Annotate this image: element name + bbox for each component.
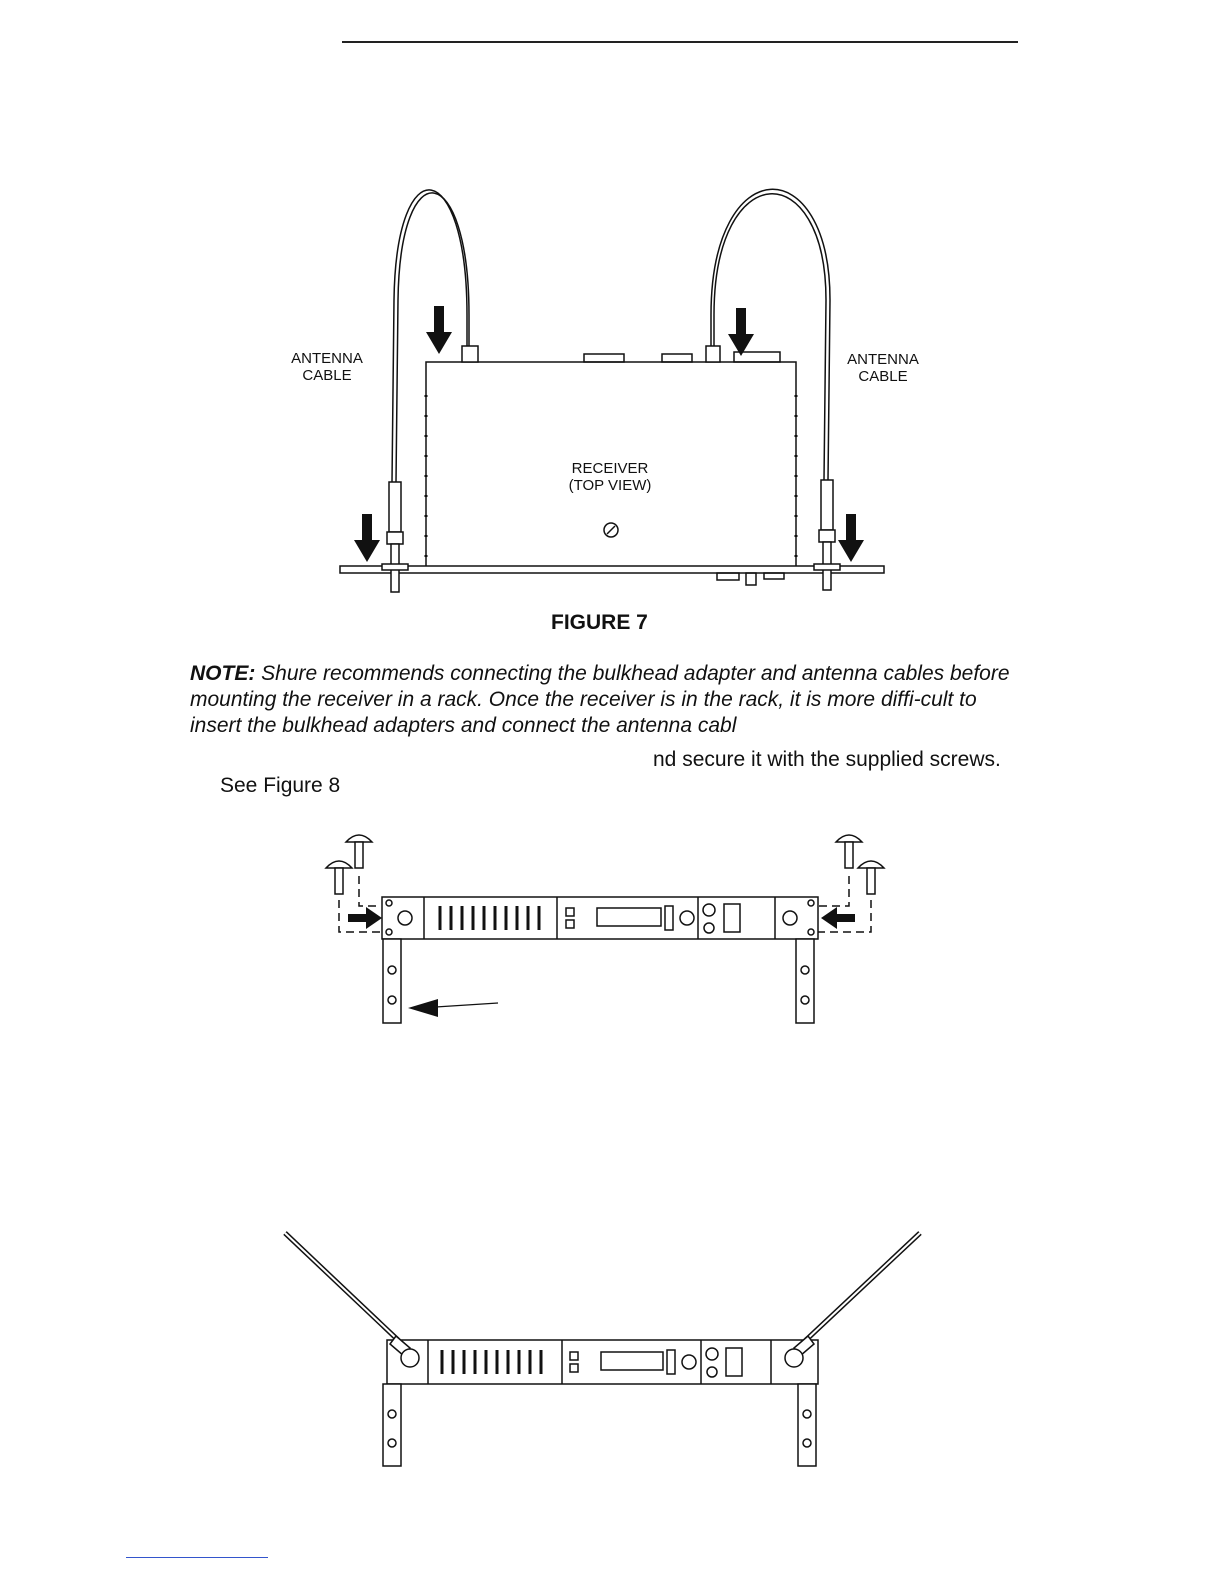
antenna-right xyxy=(785,1233,920,1367)
note-lead: NOTE: xyxy=(190,662,256,685)
step-text-line1: nd secure it with the supplied screws. xyxy=(653,748,1001,771)
figure8-drawing xyxy=(326,835,884,1023)
arrow-down-1 xyxy=(426,306,452,354)
step-text-line2: See Figure 8 xyxy=(220,774,341,797)
figure9-drawing xyxy=(285,1233,920,1466)
arrow-down-2 xyxy=(728,308,754,356)
label-line: CABLE xyxy=(858,368,908,385)
note-paragraph xyxy=(190,661,1020,739)
arrow-down-3 xyxy=(354,514,380,562)
rack-plate xyxy=(340,566,884,573)
label-line: ANTENNA xyxy=(847,351,919,368)
receiver-front xyxy=(382,897,818,939)
label-line: (TOP VIEW) xyxy=(568,477,652,494)
arrow-down-4 xyxy=(838,514,864,562)
figure7-caption: FIGURE 7 xyxy=(551,611,648,634)
antenna-cable-label-right xyxy=(836,351,930,385)
figure7-drawing xyxy=(340,189,884,592)
note-body: Shure recommends connecting the bulkhead adapter and antenna cables before mounting the receiver in a rack. Once the receiver is in the rack, it is more diffi-cult to insert the bulkhead adapters and connect the antenna cabl xyxy=(190,662,1010,737)
screw-left-bottom xyxy=(326,861,352,894)
rack-ear-left xyxy=(383,939,401,1023)
label-line: CABLE xyxy=(302,367,352,384)
antenna-cable-label-left xyxy=(280,350,374,384)
rack-ear-right xyxy=(796,939,814,1023)
screw-right-top xyxy=(836,835,862,868)
antenna-left xyxy=(285,1233,419,1367)
screw-right-bottom xyxy=(858,861,884,894)
screw-left-top xyxy=(346,835,372,868)
label-line: ANTENNA xyxy=(291,350,363,367)
receiver-label xyxy=(550,460,670,494)
label-line: RECEIVER xyxy=(571,460,649,477)
footer-link-rule xyxy=(126,1557,268,1558)
